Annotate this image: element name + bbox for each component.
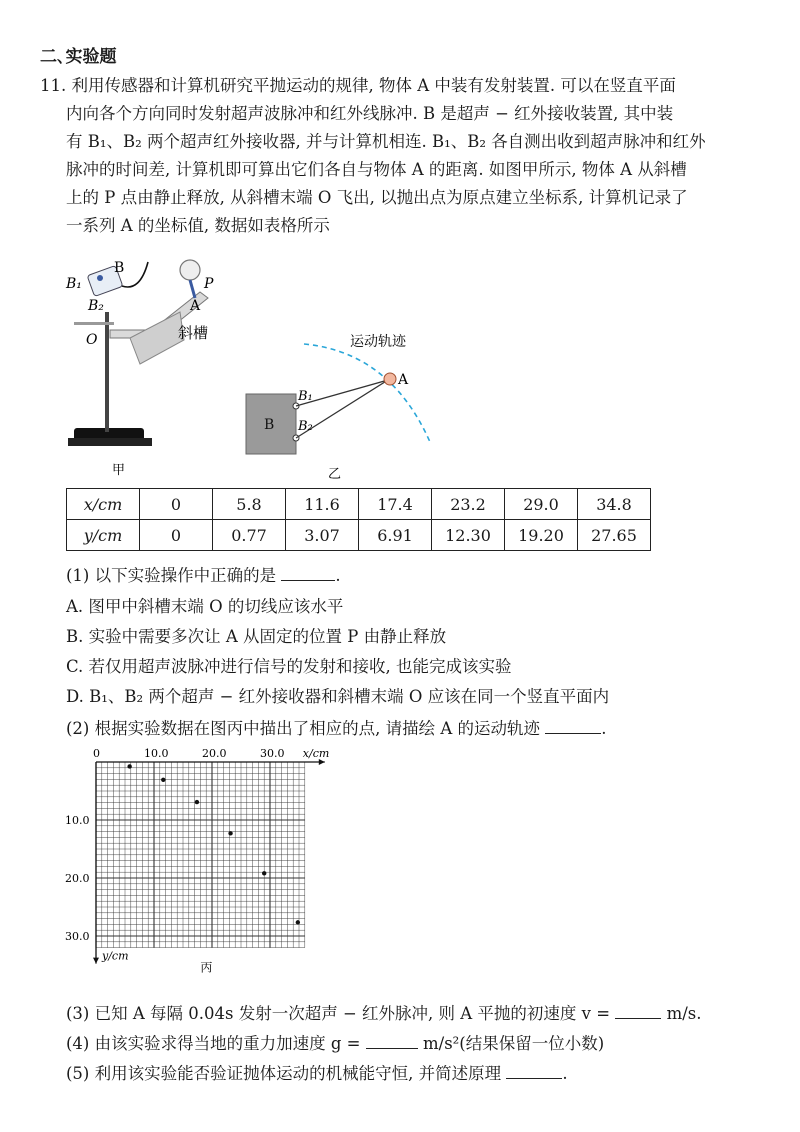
table-row-y	[67, 520, 651, 551]
question-body	[40, 72, 768, 240]
sub2-text-end: .	[601, 719, 607, 738]
sub1-option-b: B. 实验中需要多次让 A 从固定的位置 P 由静止释放	[66, 627, 447, 646]
question-line-3: 有 B₁、B₂ 两个超声红外接收器, 并与计算机相连. B₁、B₂ 各自测出收到超声脉冲和红外	[66, 132, 706, 151]
table-cell: 0.77	[213, 520, 286, 551]
chart-caption: 丙	[200, 960, 213, 975]
y-tick-label: 30.0	[65, 930, 90, 943]
question-line-4: 脉冲的时间差, 计算机即可算出它们各自与物体 A 的距离. 如图甲所示, 物体 A 从斜槽	[66, 160, 687, 179]
table-cell: 17.4	[359, 489, 432, 520]
question-text-1: 利用传感器和计算机研究平抛运动的规律, 物体 A 中装有发射装置. 可以在竖直平面	[71, 76, 676, 95]
chart-grid	[96, 762, 305, 948]
label-B1: B₁	[66, 276, 82, 292]
data-point	[127, 764, 131, 768]
question-line-1	[40, 72, 768, 100]
table-cell: 19.20	[505, 520, 578, 551]
object-A	[384, 373, 396, 385]
question-line-5: 上的 P 点由静止释放, 从斜槽末端 O 飞出, 以抛出点为原点建立坐标系, 计算机记录了	[66, 188, 688, 207]
x-tick-label: 30.0	[260, 747, 285, 760]
figure-bing-chart	[62, 742, 362, 990]
label-B2: B₂	[88, 298, 104, 314]
table-cell: 29.0	[505, 489, 578, 520]
data-point	[195, 800, 199, 804]
data-point	[262, 871, 266, 875]
sub4-answer-blank[interactable]	[366, 1032, 418, 1049]
sub5-prompt	[66, 1060, 568, 1084]
table-header-x: x/cm	[67, 489, 140, 520]
caption-yi: 乙	[328, 467, 342, 482]
sub1-option-d: D. B₁、B₂ 两个超声 − 红外接收器和斜槽末端 O 应该在同一个竖直平面内	[66, 687, 610, 706]
label-O: O	[86, 332, 98, 348]
object-A-label: A	[398, 372, 409, 388]
sub2-text: (2) 根据实验数据在图丙中描出了相应的点, 请描绘 A 的运动轨迹	[66, 719, 541, 738]
sub1-option-a: A. 图甲中斜槽末端 O 的切线应该水平	[66, 597, 344, 616]
sub3-text-end: m/s.	[666, 1004, 702, 1023]
sub1-answer-blank[interactable]	[281, 564, 335, 581]
sub1-text-end: .	[335, 566, 341, 585]
table-cell: 23.2	[432, 489, 505, 520]
question-line-2: 内向各个方向同时发射超声波脉冲和红外线脉冲. B 是超声 − 红外接收装置, 其中装	[66, 104, 674, 123]
table-cell: 0	[140, 489, 213, 520]
label-A: A	[190, 298, 201, 314]
question-line-6: 一系列 A 的坐标值, 数据如表格所示	[66, 216, 330, 235]
data-point	[296, 920, 300, 924]
chart-x-axis-label: x/cm	[302, 747, 330, 760]
label-chute: 斜槽	[178, 324, 209, 342]
sub3-prompt	[66, 1000, 702, 1024]
y-axis-arrow-icon	[93, 958, 99, 964]
chart-points	[127, 764, 300, 924]
launcher-rod	[190, 280, 195, 298]
label-yi-B1: B₁	[298, 389, 313, 404]
label-P: P	[204, 276, 214, 292]
chart-axes	[93, 759, 325, 964]
receiver-cable	[122, 262, 148, 287]
sub5-answer-blank[interactable]	[506, 1062, 562, 1079]
sub3-text: (3) 已知 A 每隔 0.04s 发射一次超声 − 红外脉冲, 则 A 平抛的初速度 v =	[66, 1004, 611, 1023]
table-cell: 6.91	[359, 520, 432, 551]
trajectory-label: 运动轨迹	[350, 334, 406, 350]
chute-support	[130, 312, 184, 364]
x-tick-label: 10.0	[144, 747, 169, 760]
table-header-y: y/cm	[67, 520, 140, 551]
figure-yi	[240, 322, 440, 482]
data-table	[66, 488, 651, 551]
table-row-x	[67, 489, 651, 520]
x-tick-label: 0	[93, 747, 100, 760]
sub5-text: (5) 利用该实验能否验证抛体运动的机械能守恒, 并简述原理	[66, 1064, 502, 1083]
sub2-answer-blank[interactable]	[545, 717, 601, 734]
y-tick-label: 20.0	[65, 872, 90, 885]
sub2-prompt	[66, 715, 607, 739]
receiver-dot	[97, 275, 103, 281]
sub1-prompt	[66, 562, 341, 586]
section-title: 二､实验题	[40, 47, 117, 67]
question-number: 11.	[40, 76, 67, 95]
sub4-prompt	[66, 1030, 604, 1054]
sub4-text: (4) 由该实验求得当地的重力加速度 g =	[66, 1034, 361, 1053]
table-cell: 11.6	[286, 489, 359, 520]
chart-ticks	[65, 747, 285, 943]
table-cell: 27.65	[578, 520, 651, 551]
table-cell: 34.8	[578, 489, 651, 520]
sub1-option-c: C. 若仅用超声波脉冲进行信号的发射和接收, 也能完成该实验	[66, 657, 512, 676]
x-tick-label: 20.0	[202, 747, 227, 760]
table-cell: 5.8	[213, 489, 286, 520]
table-cell: 0	[140, 520, 213, 551]
data-point	[228, 831, 232, 835]
label-yi-B2: B₂	[298, 419, 313, 434]
sub5-text-end: .	[562, 1064, 568, 1083]
chart-y-axis-label: y/cm	[102, 949, 129, 963]
stand-base-foot	[68, 438, 152, 446]
sub1-text: (1) 以下实验操作中正确的是	[66, 566, 277, 585]
label-B: B	[114, 260, 125, 276]
caption-jia: 甲	[112, 463, 126, 478]
data-point	[161, 778, 165, 782]
y-tick-label: 10.0	[65, 814, 90, 827]
table-cell: 3.07	[286, 520, 359, 551]
sub4-text-end: m/s²(结果保留一位小数)	[423, 1034, 605, 1053]
figure-jia	[60, 252, 240, 478]
table-cell: 12.30	[432, 520, 505, 551]
stand-pole	[105, 312, 109, 432]
clamp-arm	[74, 322, 114, 325]
launcher-wheel	[180, 260, 200, 280]
receiver-box-label: B	[264, 417, 275, 433]
sub3-answer-blank[interactable]	[615, 1002, 661, 1019]
